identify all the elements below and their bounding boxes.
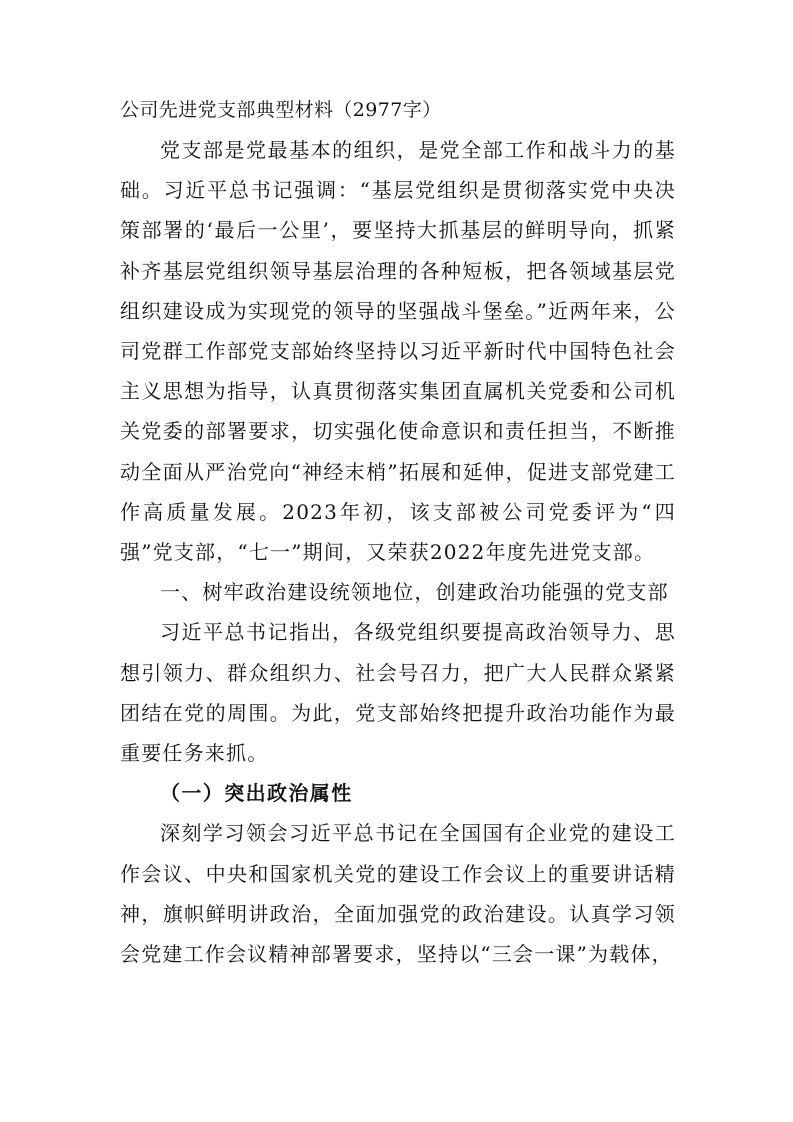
subsection-1-paragraph: 深刻学习领会习近平总书记在全国国有企业党的建设工作会议、中央和国家机关党的建设工作会议上的重要讲话精神，旗帜鲜明讲政治，全面加强党的政治建设。认真学习领会党建工作会议精神部署要求，坚持以“三会一课”为载体， xyxy=(120,821,676,967)
intro-paragraph: 党支部是党最基本的组织，是党全部工作和战斗力的基础。习近平总书记强调：“基层党组织是贯彻落实党中央决策部署的‘最后一公里’，要坚持大抓基层的鲜明导向，抓紧补齐基层党组织领导基层治理的各种短板，把各领域基层党组织建设成为实现党的领导的坚强战斗堡垒。”近两年来，公司党群工作部党支部始终坚持以习近平新时代中国特色社会主义思想为指导，认真贯彻落实集团直属机关党委和公司机关党委的部署要求，切实强化使命意识和责任担当，不断推动全面从严治党向“神经末梢”拓展和延伸，促进支部党建工作高质量发展。2023年初，该支部被公司党委评为“四强”党支部，“七一”期间，又荣获2022年度先进党支部。 xyxy=(120,138,676,565)
section-1-paragraph: 习近平总书记指出，各级党组织要提高政治领导力、思想引领力、群众组织力、社会号召力，把广大人民群众紧紧团结在党的周围。为此，党支部始终把提升政治功能作为最重要任务来抓。 xyxy=(120,620,676,766)
document-title: 公司先进党支部典型材料（2977字） xyxy=(120,99,442,121)
document-body xyxy=(120,90,676,974)
subsection-heading-1: （一）突出政治属性 xyxy=(160,781,353,806)
section-heading-1: 一、树牢政治建设统领地位，创建政治功能强的党支部 xyxy=(160,580,669,605)
